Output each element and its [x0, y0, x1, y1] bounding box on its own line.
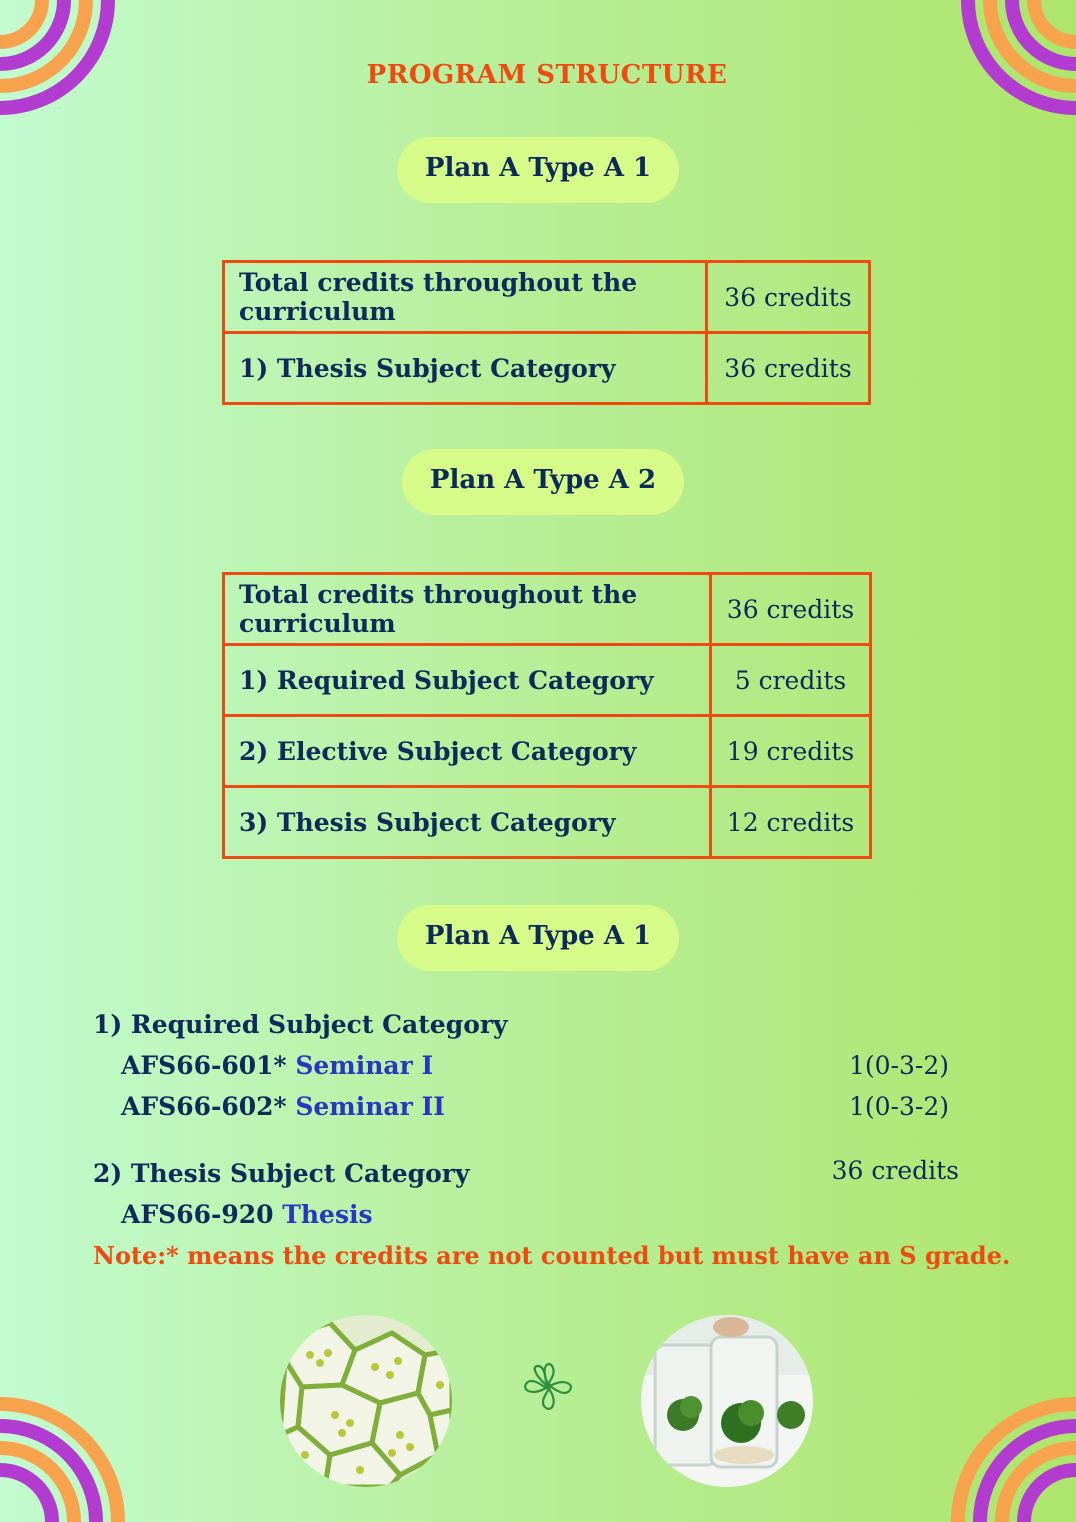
table-row	[224, 262, 870, 333]
course-credits: 1(0-3-2)	[848, 1092, 949, 1121]
plant-cells-photo	[280, 1315, 452, 1487]
table-cell-value: 36 credits	[711, 574, 871, 645]
table-row	[224, 645, 871, 716]
corner-arc-decoration	[946, 1392, 1076, 1522]
thesis-category-label: 2) Thesis Subject Category	[93, 1159, 470, 1188]
table-cell-label: Total credits throughout the curriculum	[224, 574, 711, 645]
corner-arc-decoration	[0, 1392, 130, 1522]
course-list	[93, 1004, 1011, 1276]
list-item	[93, 1194, 973, 1235]
list-item	[93, 1086, 973, 1127]
list-item	[93, 1045, 973, 1086]
plan-a2-heading: Plan A Type A 2	[402, 449, 684, 515]
plan-a1-credit-table	[222, 260, 871, 405]
table-cell-label: 1) Thesis Subject Category	[224, 333, 707, 404]
table-cell-value: 36 credits	[707, 333, 870, 404]
course-code: AFS66-602*	[121, 1092, 287, 1121]
flower-icon	[518, 1356, 578, 1416]
course-credits: 1(0-3-2)	[848, 1051, 949, 1080]
course-name: Thesis	[282, 1200, 373, 1229]
table-cell-label: 3) Thesis Subject Category	[224, 787, 711, 858]
thesis-category-credits: 36 credits	[831, 1156, 959, 1185]
page-title: PROGRAM STRUCTURE	[366, 60, 728, 90]
table-cell-label: 1) Required Subject Category	[224, 645, 711, 716]
plan-a1-heading: Plan A Type A 1	[397, 137, 679, 203]
table-row	[224, 574, 871, 645]
table-cell-label: 2) Elective Subject Category	[224, 716, 711, 787]
course-name: Seminar I	[295, 1051, 434, 1080]
course-code: AFS66-920	[121, 1200, 274, 1229]
required-category-label: 1) Required Subject Category	[93, 1010, 508, 1039]
table-cell-value: 12 credits	[711, 787, 871, 858]
moss-jar-photo	[641, 1315, 813, 1487]
table-row	[224, 333, 870, 404]
table-cell-label: Total credits throughout the curriculum	[224, 262, 707, 333]
table-row	[224, 787, 871, 858]
plan-a2-credit-table	[222, 572, 872, 859]
table-cell-value: 36 credits	[707, 262, 870, 333]
footnote: Note:* means the credits are not counted but must have an S grade.	[93, 1241, 1011, 1270]
course-code: AFS66-601*	[121, 1051, 287, 1080]
table-cell-value: 5 credits	[711, 645, 871, 716]
table-row	[224, 716, 871, 787]
course-name: Seminar II	[295, 1092, 445, 1121]
plan-a1-details-heading: Plan A Type A 1	[397, 905, 679, 971]
thesis-category-row	[93, 1153, 973, 1194]
table-cell-value: 19 credits	[711, 716, 871, 787]
